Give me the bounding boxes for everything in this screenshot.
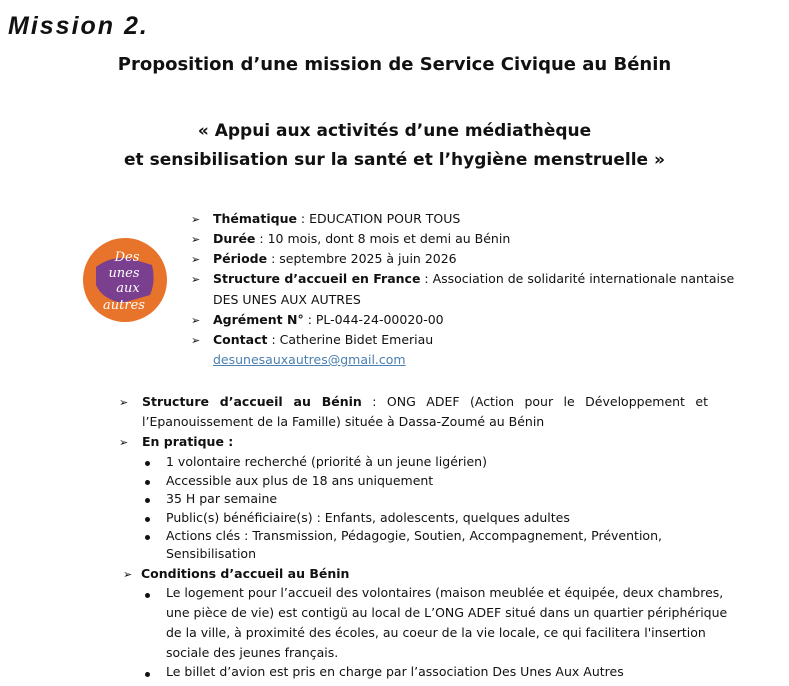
svg-text:autres: autres xyxy=(103,298,145,313)
info-duree xyxy=(213,231,510,246)
structure-benin-value: : ONG ADEF (Action pour le Développement et xyxy=(372,394,708,409)
structure-france-value: : Association de solidarité internationale nantaise xyxy=(420,271,735,286)
bullet-icon xyxy=(145,535,150,540)
conditions-item-2: Le billet d’avion est pris en charge par l’association Des Unes Aux Autres xyxy=(166,664,624,679)
list-item: Accessible aux plus de 18 ans uniquement xyxy=(166,473,434,488)
des-unes-aux-autres-logo xyxy=(82,237,168,323)
mission-label: Mission 2. xyxy=(8,12,149,40)
info-contact xyxy=(213,332,433,347)
list-item: 35 H par semaine xyxy=(166,491,278,506)
bullet-icon xyxy=(145,517,150,522)
bullet-icon xyxy=(145,672,150,677)
svg-text:Des: Des xyxy=(114,250,140,265)
agrement-label: Agrément N° xyxy=(213,312,304,327)
info-periode xyxy=(213,251,457,266)
structure-benin-label: Structure d’accueil au Bénin xyxy=(142,394,362,409)
contact-email-link[interactable]: desunesauxautres@gmail.com xyxy=(213,352,406,367)
svg-text:unes: unes xyxy=(108,266,140,281)
arrow-icon: ➢ xyxy=(191,213,201,226)
bullet-icon xyxy=(145,461,150,466)
info-structure-france xyxy=(213,271,734,286)
conditions-label: Conditions d’accueil au Bénin xyxy=(141,566,350,581)
thematique-value: : EDUCATION POUR TOUS xyxy=(296,211,461,226)
structure-benin-value-2: l’Epanouissement de la Famille) située à Dassa-Zoumé au Bénin xyxy=(142,414,545,429)
duree-value: : 10 mois, dont 8 mois et demi au Bénin xyxy=(255,231,511,246)
en-pratique-heading xyxy=(142,434,233,449)
arrow-icon: ➢ xyxy=(191,334,201,347)
conditions-item-line: une pièce de vie) est contigü au local de L’ONG ADEF situé dans un quartier périphérique xyxy=(166,605,728,620)
info-thematique xyxy=(213,211,460,226)
list-item: 1 volontaire recherché (priorité à un jeune ligérien) xyxy=(166,454,487,469)
conditions-item-line: sociale des jeunes français. xyxy=(166,645,339,660)
bullet-icon xyxy=(145,498,150,503)
info-agrement xyxy=(213,312,444,327)
periode-label: Période xyxy=(213,251,268,266)
bullet-icon xyxy=(145,593,150,598)
agrement-value: : PL-044-24-00020-00 xyxy=(303,312,444,327)
subtitle-line-1: « Appui aux activités d’une médiathèque xyxy=(197,121,592,141)
en-pratique-label: En pratique : xyxy=(142,434,234,449)
conditions-item-line: Le logement pour l’accueil des volontaires (maison meublée et équipée, deux chambres, xyxy=(166,585,724,600)
arrow-icon: ➢ xyxy=(119,436,129,449)
list-item: Actions clés : Transmission, Pédagogie, Soutien, Accompagnement, Prévention, xyxy=(166,528,662,543)
arrow-icon: ➢ xyxy=(191,273,201,286)
conditions-heading xyxy=(141,566,349,581)
contact-value: : Catherine Bidet Emeriau xyxy=(267,332,434,347)
structure-benin xyxy=(142,394,708,409)
logo-icon xyxy=(82,237,168,323)
subtitle-line-2: et sensibilisation sur la santé et l’hygiène menstruelle » xyxy=(124,150,665,170)
page-title: Proposition d’une mission de Service Civique au Bénin xyxy=(117,54,672,75)
arrow-icon: ➢ xyxy=(191,253,201,266)
list-item: Public(s) bénéficiaire(s) : Enfants, adolescents, quelques adultes xyxy=(166,510,570,525)
periode-value: : septembre 2025 à juin 2026 xyxy=(267,251,457,266)
arrow-icon: ➢ xyxy=(191,233,201,246)
thematique-label: Thématique xyxy=(213,211,297,226)
contact-label: Contact xyxy=(213,332,268,347)
conditions-item-line: de la ville, à proximité des écoles, au coeur de la vie locale, ce qui facilitera l'insertion xyxy=(166,625,706,640)
structure-france-label: Structure d’accueil en France xyxy=(213,271,421,286)
list-item-continued: Sensibilisation xyxy=(166,546,257,561)
bullet-icon xyxy=(145,480,150,485)
structure-france-value-2: DES UNES AUX AUTRES xyxy=(213,292,361,307)
duree-label: Durée xyxy=(213,231,256,246)
svg-text:aux: aux xyxy=(116,281,140,296)
arrow-icon: ➢ xyxy=(119,396,129,409)
arrow-icon: ➢ xyxy=(123,568,133,581)
arrow-icon: ➢ xyxy=(191,314,201,327)
